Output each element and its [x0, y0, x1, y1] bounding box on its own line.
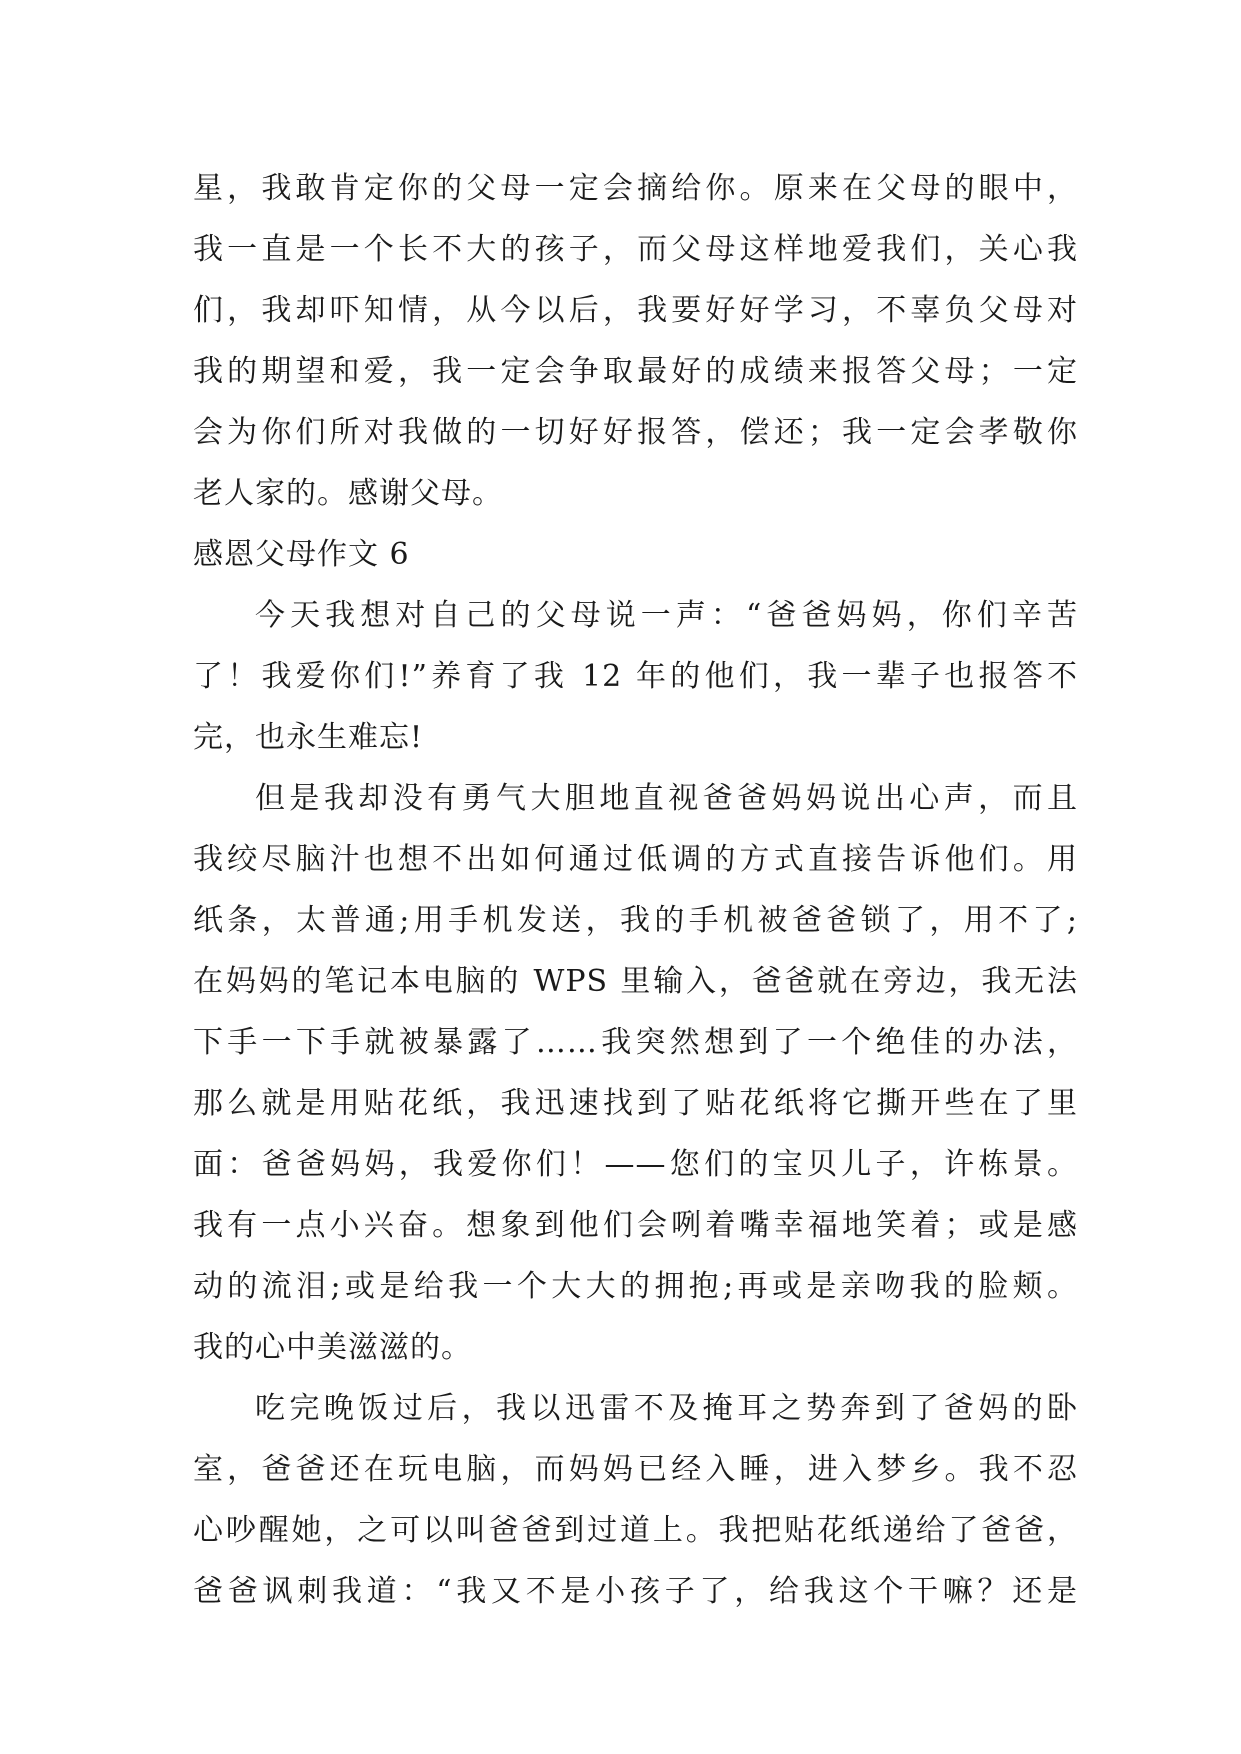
text-line: 我的期望和爱，我一定会争取最好的成绩来报答父母；一定 — [193, 354, 1078, 389]
text-line: 动的流泪;或是给我一个大大的拥抱;再或是亲吻我的脸颊。 — [193, 1269, 1078, 1304]
text-line: 室，爸爸还在玩电脑，而妈妈已经入睡，进入梦乡。我不忍 — [193, 1452, 1078, 1487]
text-line: 在妈妈的笔记本电脑的 WPS 里输入，爸爸就在旁边，我无法 — [193, 964, 1078, 999]
text-line: 会为你们所对我做的一切好好报答，偿还；我一定会孝敬你 — [193, 415, 1078, 450]
text-line: 下手一下手就被暴露了……我突然想到了一个绝佳的办法， — [193, 1025, 1078, 1060]
paragraph-3 — [193, 1378, 1078, 1622]
text-line: 们，我却吓知情，从今以后，我要好好学习，不辜负父母对 — [193, 293, 1078, 328]
text-line: 了！我爱你们!”养育了我 12 年的他们，我一辈子也报答不 — [193, 659, 1078, 694]
text-line: 我绞尽脑汁也想不出如何通过低调的方式直接告诉他们。用 — [193, 842, 1078, 877]
text-line: 爸爸讽刺我道：“我又不是小孩子了，给我这个干嘛？还是 — [193, 1574, 1078, 1609]
text-line: 心吵醒她，之可以叫爸爸到过道上。我把贴花纸递给了爸爸， — [193, 1513, 1078, 1548]
section-heading: 感恩父母作文 6 — [193, 537, 410, 572]
text-line: 吃完晚饭过后，我以迅雷不及掩耳之势奔到了爸妈的卧 — [255, 1391, 1078, 1426]
text-line: 纸条，太普通;用手机发送，我的手机被爸爸锁了，用不了; — [193, 903, 1078, 938]
text-line: 老人家的。感谢父母。 — [193, 476, 503, 511]
text-line: 那么就是用贴花纸，我迅速找到了贴花纸将它撕开些在了里 — [193, 1086, 1078, 1121]
paragraph-1 — [193, 585, 1078, 768]
text-line: 面：爸爸妈妈，我爱你们！——您们的宝贝儿子，许栋景。 — [193, 1147, 1078, 1182]
document-body — [193, 158, 1078, 1622]
paragraph-continuation — [193, 158, 1078, 524]
text-line: 我的心中美滋滋的。 — [193, 1330, 472, 1365]
text-line: 我一直是一个长不大的孩子，而父母这样地爱我们，关心我 — [193, 232, 1078, 267]
text-line: 星，我敢肯定你的父母一定会摘给你。原来在父母的眼中， — [193, 171, 1078, 206]
paragraph-2 — [193, 768, 1078, 1378]
text-line: 但是我却没有勇气大胆地直视爸爸妈妈说出心声，而且 — [255, 781, 1078, 816]
text-line: 我有一点小兴奋。想象到他们会咧着嘴幸福地笑着；或是感 — [193, 1208, 1078, 1243]
text-line: 今天我想对自己的父母说一声：“爸爸妈妈，你们辛苦 — [255, 598, 1078, 633]
text-line: 完，也永生难忘! — [193, 720, 424, 755]
